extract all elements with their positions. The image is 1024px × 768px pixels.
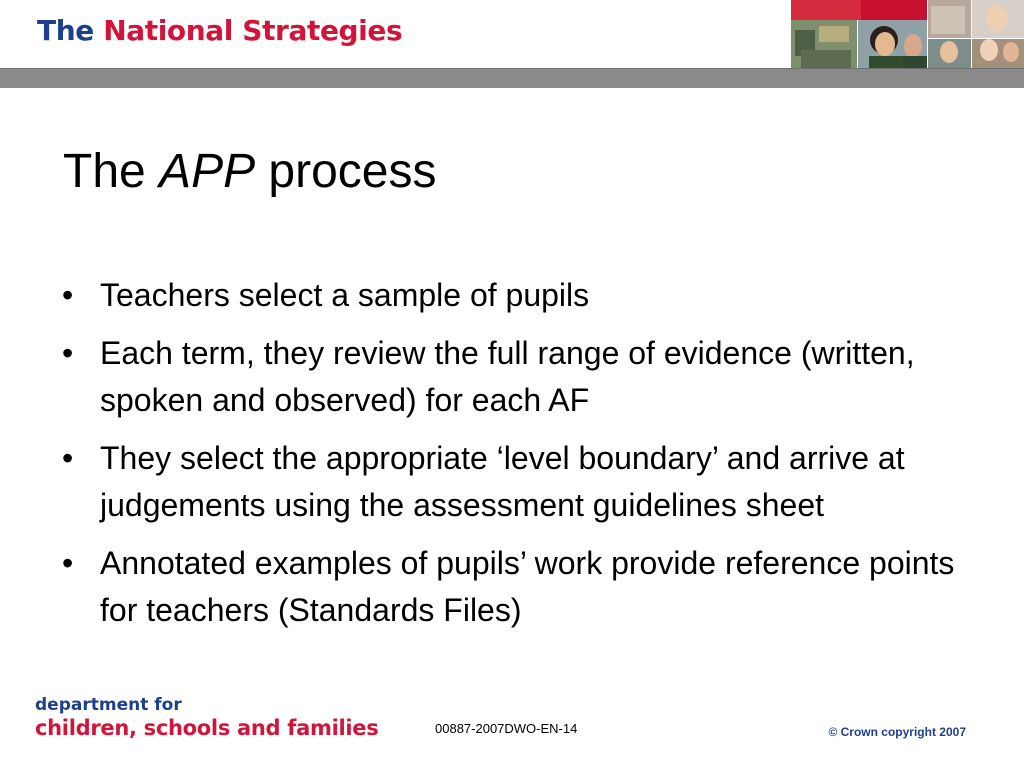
bullet-text: Each term, they review the full range of evidence (written, spoken and observed) for each AF xyxy=(100,335,915,418)
slide-title xyxy=(63,144,437,200)
header-divider-bar xyxy=(0,68,1024,88)
classroom-photo-strip xyxy=(791,0,1024,68)
bullet-dot: • xyxy=(62,335,74,371)
bullet-text: They select the appropriate ‘level boundary’ and arrive at judgements using the assessment guidelines sheet xyxy=(100,440,905,523)
brand-name: National Strategies xyxy=(103,14,403,47)
title-after: process xyxy=(255,145,437,198)
copyright-notice: © Crown copyright 2007 xyxy=(828,725,966,739)
bullet-text: Teachers select a sample of pupils xyxy=(100,277,590,313)
title-emphasis: APP xyxy=(159,145,256,198)
title-before: The xyxy=(63,145,160,198)
bullet-item xyxy=(62,330,982,424)
bullet-dot: • xyxy=(62,277,74,313)
header xyxy=(0,0,1024,68)
logo-line-1: department for xyxy=(35,695,182,715)
national-strategies-logo xyxy=(37,14,402,47)
bullet-item xyxy=(62,272,982,319)
bullet-item xyxy=(62,435,982,529)
bullet-text: Annotated examples of pupils’ work provide reference points for teachers (Standards Files) xyxy=(100,545,955,628)
bullet-list xyxy=(62,272,982,645)
logo-line-2: children, schools and families xyxy=(35,716,379,740)
bullet-item xyxy=(62,540,982,634)
document-reference: 00887-2007DWO-EN-14 xyxy=(435,721,578,736)
dcsf-logo xyxy=(35,695,378,741)
brand-prefix: The xyxy=(37,14,94,47)
bullet-dot: • xyxy=(62,545,74,581)
bullet-dot: • xyxy=(62,440,74,476)
